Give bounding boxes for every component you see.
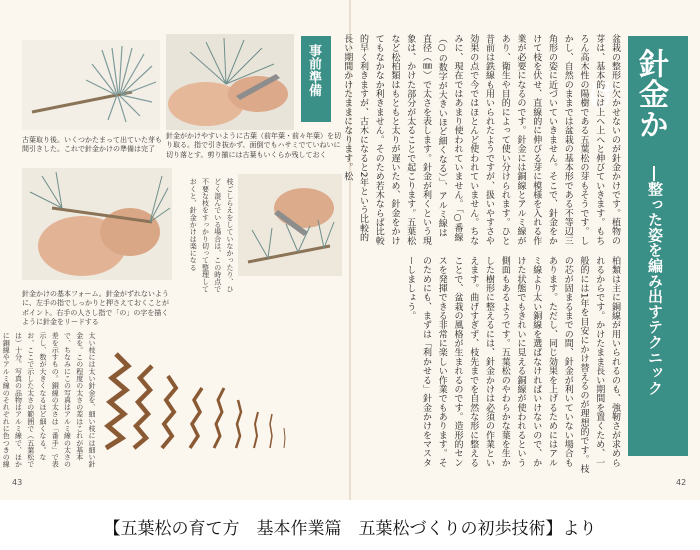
page-number-right: 42 (676, 478, 687, 487)
body-text-column-right: 盆栽の整形に欠かせないのが針金かけです。植物の芽は、基本的には上へ上へと伸びていきます。もちろん高木性の陽樹である五葉松の芽もそうです。しかし、自然のままでは盆栽の基本形である不等辺三角形の姿に近づいていきません。そこで、針金をかけて枝を伏せ、直線的に伸びる芽に模様を入れる作業が必要になるのです。針金には銅線とアルミ線があり、衛生や目的によって使い分けられます。ひと昔前は鉄線も用いられたようですが、扱いやすさや効果の点で今ではほとんど使われていません。ちなみに、現在ではあまり使われていません。「○番線（○の数字が大きいほど細くなる）」、アルミ線は直径（㎜）で太さを表します。針金が利くという現象は、かけた部分が太ることで起こります。五葉松など松柏類はもともと太りが遅いため、針金をかけてもなかなか利きません。そのため若木ならば比較的早く利きますが、古木になると2年という比較的長い期間かけたままになります。松 (342, 34, 620, 246)
photo-cutting-old-needles (166, 34, 294, 130)
photo-wire-coils (98, 344, 294, 456)
chapter-title-block (580, 36, 688, 456)
photo-pine-branch-cleaned (22, 40, 160, 130)
chapter-title: 針金かけ (580, 48, 668, 140)
caption-photo-wiring-form: 針金かけの基本フォーム。針金がずれないように、左手の指でしっかりと押さえておくことがポイント。右手の人さし指で「の」の字を描くように針金をリードする (22, 290, 169, 327)
page-number-left: 43 (12, 478, 23, 487)
caption-photo-cleaned: 古葉取り後。いくつかたまって出ていた芽も間引きした。これで針金かけの準備は完了 (22, 136, 162, 154)
caption-pruning-vertical: 枝ごしらえをしていなかったり、ひどく混んでいる場合は、この時点で不要な枝をすっかり切って整理しておくと、針金かけは楽になる (189, 178, 234, 293)
chapter-subtitle: ―整った姿を編み出すテクニック (646, 166, 664, 396)
caption-photo-cutting: 針金がかけやすいように古葉（前年葉・前々年葉）を切り取る。指で引き抜かず、面倒でもハサミでていねいに切り落とす。剪り揃には古葉もいくらか残しておく (166, 132, 341, 159)
photo-hands-wiring (22, 168, 172, 280)
caption-wire-sizes-vertical: 太い枝には太い針金を、細い枝には細い針金を。この程度の太さの差はこれが基本で、ちなみにこの写真はアルミ線の太さの差を示すもの。銅線の太さは「番手」で表示し、数が大きくなるほど細くなる。なお、ここで示した太さの範囲で（五葉松では）十分。写真の品物はアルミ線で、ほかに銅線やアルミ線のそれぞれに色つきの線 (2, 332, 96, 468)
photo-pruning-branches (238, 174, 342, 276)
body-text-column-left: 柏類は主に銅線が用いられるのも、強靭さが求められるからです。かけたまま長い期間を置くため、一般的には1年を目安にかけ替えるのが理想的です。枝の芯が固まるまでの間、針金が利いていない場合もあります。ただし、同じ効果を上げるためにはアルミ線より太い銅線を選ばなければいけないので、かけた状態でもきれいに見える銅線が使われるという側面もあるようです。五葉松のやわらかな葉を生かした樹形に整えるには、針金かけは必須の作業といえます。曲げすぎず、枝先までを自然な形に整えることで、盆栽の風格が生まれるのです。造形的センスを発揮できる非常に楽しい作業でもあります。そのためにも、まずは「利かせる」針金かけをマスターしましょう。 (405, 256, 620, 474)
source-footer: 【五葉松の育て方 基本作業篇 五葉松づくりの初歩技術】より (103, 518, 597, 539)
section-badge: 事前準備 (301, 36, 331, 122)
